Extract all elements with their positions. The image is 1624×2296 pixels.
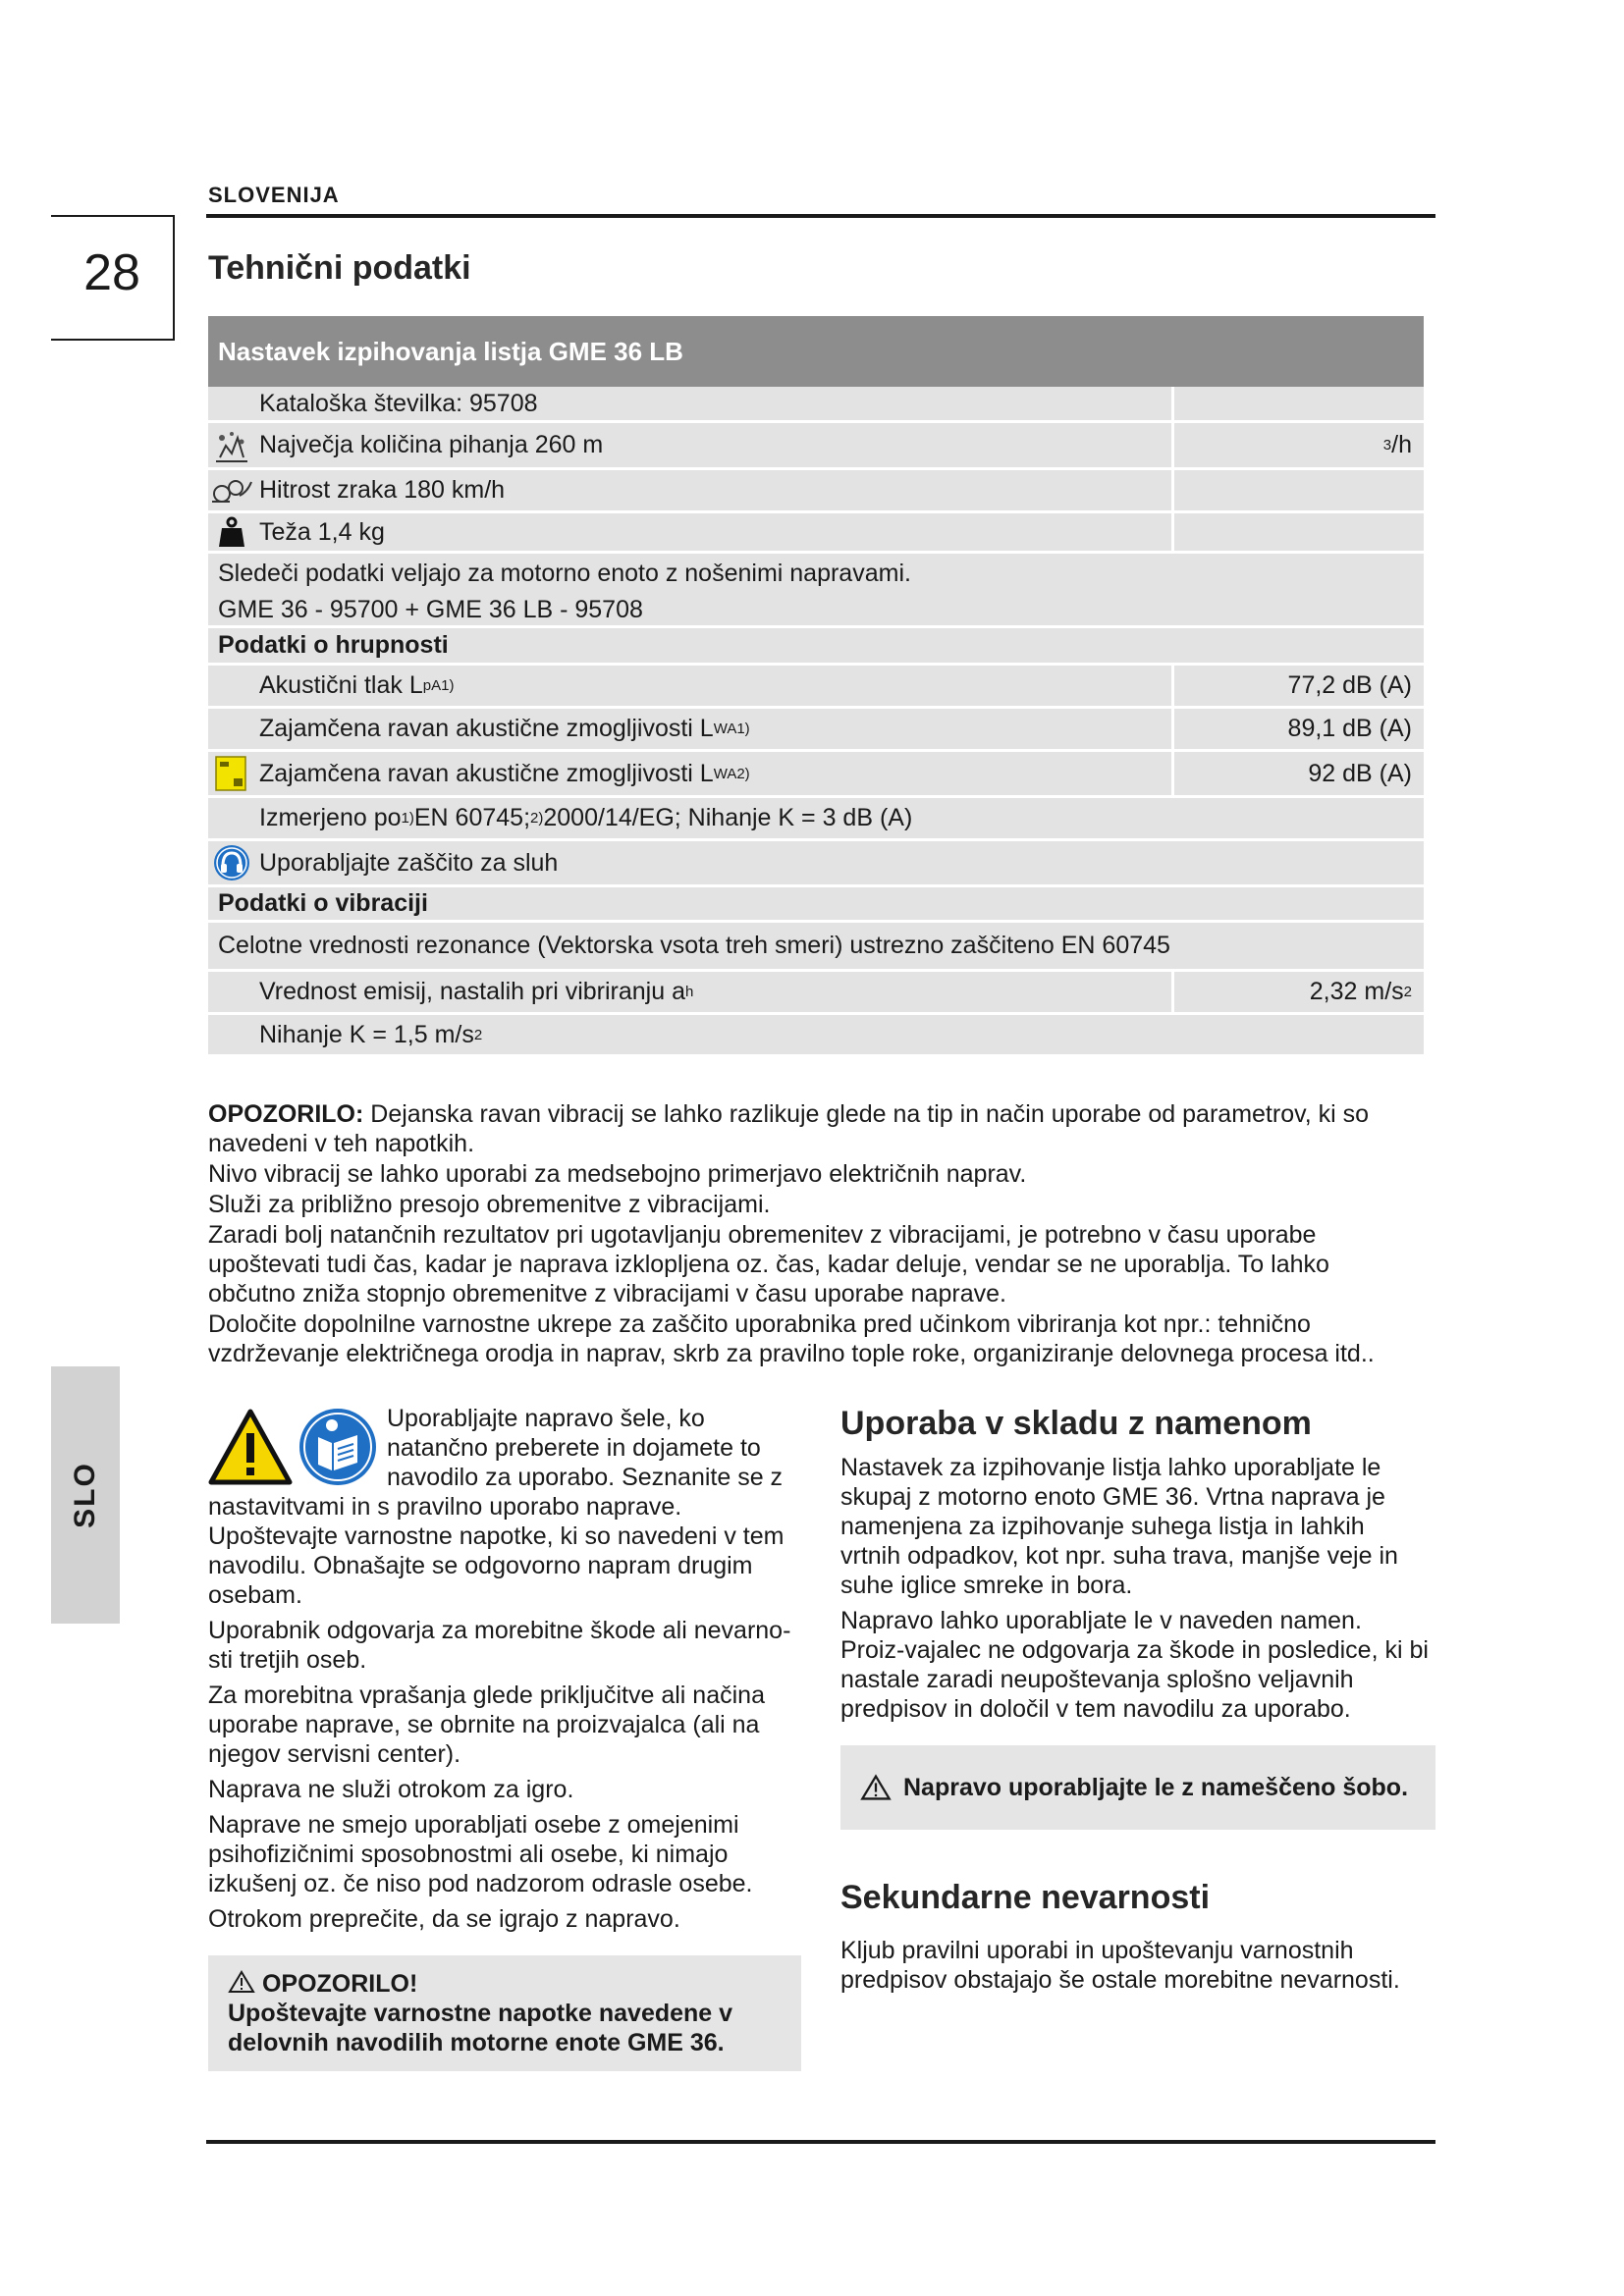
- emission-sub: h: [684, 984, 694, 1000]
- left-paragraph-1: Uporabljajte napravo šele, ko natančno preberete in dojamete to navodilo za uporabo. Seznanite se z nastavitvami in s pravilno uporabo naprave. Upoštevajte varnostne napotke, ki so navedeni v tem navodilu. Obnašajte se odgovorno napram drugim osebam.: [208, 1405, 785, 1609]
- warning-paragraph-5: Določite dopolnilne varnostne ukrepe za zaščito uporabnika pred učinkom vibriranja kot npr.: tehnično vzdrževanje električnega orodja in naprav, skrb za pravilno tople roke, organiziranje delovnega procesa itd..: [208, 1310, 1375, 1367]
- row-value-empty: [1174, 513, 1424, 551]
- row-icon-empty: [208, 1015, 255, 1054]
- max-blow-volume: [255, 423, 1174, 467]
- emission-label: Vrednost emisij, nastalih pri vibriranju a: [259, 978, 685, 1005]
- warning-p1-text: Dejanska ravan vibracij se lahko razlikuje glede na tip in način uporabe od parametrov, ki so navedeni v teh napotkih.: [208, 1100, 1370, 1157]
- air-speed-icon: [208, 470, 255, 510]
- warning-paragraph-4: Zaradi bolj natančnih rezultatov pri ugotavljanju obremenitev z vibracijami, je potrebno v času uporabe upoštevati tudi čas, kadar je naprava izklopljena oz. čas, kadar deluje, vendar se ne uporablja. To lahko občutno zniža stopnjo obremenitve z vibracijami v času uporabe naprave.: [208, 1221, 1329, 1308]
- max-blow-unit: [1174, 423, 1424, 467]
- air-speed: Hitrost zraka 180 km/h: [255, 470, 1174, 510]
- bottom-rule: [206, 2140, 1435, 2144]
- sound-pressure-sub: pA: [422, 677, 442, 694]
- emission-value-text: 2,32 m/s: [1309, 978, 1404, 1005]
- right-paragraph-1: Nastavek za izpihovanje listja lahko uporabljate le skupaj z motorno enoto GME 36. Vrtna naprava je namenjena za izpihovanje suhega listja in lahkih vrtnih odpadkov, kot npr. suha trava, manjše veje in suhe iglice smreke in bora.: [840, 1454, 1398, 1599]
- catalog-number: Kataloška številka: 95708: [255, 387, 1174, 420]
- measured-suffix: 2000/14/EG; Nihanje K = 3 dB (A): [543, 804, 913, 831]
- residual-risks-heading: Sekundarne nevarnosti: [840, 1879, 1211, 1916]
- sound-power-2: [255, 752, 1174, 795]
- table-row: [208, 628, 1424, 666]
- sound-pressure-label: Akustični tlak L: [259, 671, 423, 699]
- noise-heading: Podatki o hrupnosti: [218, 631, 449, 659]
- warning-paragraph-1: [208, 1099, 1416, 1158]
- language-tab-label: [51, 1366, 120, 1624]
- left-paragraph-5: Naprave ne smejo uporabljati osebe z omejenimi psihofizičnimi sposobnostmi ali osebe, ki nimajo izkušenj oz. če niso pod nadzorom odrasle osebe.: [208, 1811, 753, 1897]
- row-value-empty: [1174, 470, 1424, 510]
- spec-table-heading: Nastavek izpihovanja listja GME 36 LB: [208, 316, 1424, 387]
- read-manual-icon: [298, 1408, 377, 1486]
- vibration-emission: [255, 972, 1174, 1012]
- table-row: [208, 554, 1424, 628]
- motor-note-line-2: GME 36 - 95700 + GME 36 LB - 95708: [218, 596, 643, 623]
- vibration-warning: [208, 1099, 1416, 1368]
- section-title: Tehnični podatki: [208, 249, 471, 287]
- top-rule: [206, 214, 1435, 218]
- left-paragraph-4: Naprava ne služi otrokom za igro.: [208, 1776, 574, 1803]
- noise-label-icon: [208, 752, 255, 795]
- page-number: 28: [83, 244, 140, 301]
- row-value-empty: [1174, 387, 1424, 420]
- table-row: [208, 470, 1424, 513]
- row-icon-empty: [208, 709, 255, 749]
- row-icon-empty: [208, 666, 255, 706]
- leaf-blower-icon: [208, 423, 255, 467]
- weight-icon: [208, 513, 255, 551]
- max-blow-unit-sup: 3: [1382, 437, 1392, 454]
- table-row: [208, 423, 1424, 470]
- ear-protection-icon: [208, 841, 255, 884]
- left-paragraph-3: Za morebitna vprašanja glede priključitve ali načina uporabe naprave, se obrnite na proizvajalca (ali na njegov servisni center).: [208, 1682, 765, 1768]
- sound-power-1-sub: WA: [713, 721, 737, 737]
- safety-note-title-row: [228, 1969, 782, 1999]
- table-row: [208, 972, 1424, 1015]
- safety-note-box: [208, 1955, 801, 2071]
- vibration-total: Celotne vrednosti rezonance (Vektorska vsota treh smeri) ustrezno zaščiteno EN 60745: [218, 932, 1170, 959]
- table-row: [208, 887, 1424, 923]
- warning-outline-icon: [860, 1774, 892, 1801]
- sound-power-2-label: Zajamčena ravan akustične zmogljivosti L: [259, 759, 714, 787]
- sound-power-1-sup: 1): [736, 721, 750, 737]
- sound-pressure-value: 77,2 dB (A): [1287, 671, 1412, 699]
- nozzle-note-box: [840, 1745, 1435, 1830]
- motor-note: [208, 554, 1424, 625]
- warning-label: OPOZORILO:: [208, 1100, 364, 1128]
- table-row: [208, 798, 1424, 841]
- sound-power-2-value: 92 dB (A): [1308, 759, 1412, 787]
- left-column: [208, 1404, 797, 1940]
- max-blow-unit-text: /h: [1391, 431, 1412, 458]
- sound-power-1: [255, 709, 1174, 749]
- measured-sup-2: 2): [530, 810, 544, 827]
- table-row: [208, 752, 1424, 798]
- measured-prefix: Izmerjeno po: [259, 804, 402, 831]
- safety-note-title: OPOZORILO!: [261, 1970, 418, 1998]
- max-blow-label: Največja količina pihanja 260 m: [259, 431, 604, 458]
- vib-k-label: Nihanje K = 1,5 m/s: [259, 1020, 474, 1048]
- nozzle-note-text: Napravo uporabljajte le z nameščeno šobo.: [903, 1773, 1409, 1801]
- right-paragraph-2: Napravo lahko uporabljate le v naveden namen. Proiz-vajalec ne odgovarja za škode in posledice, ki bi nastale zaradi neupoštevanja splošno veljavnih predpisov in določil v tem navodilu za uporabo.: [840, 1607, 1429, 1723]
- table-row: [208, 666, 1424, 709]
- table-row: [208, 923, 1424, 972]
- residual-risks-text: Kljub pravilni uporabi in upoštevanju varnostnih predpisov obstajajo še ostale morebitne nevarnosti.: [840, 1937, 1400, 1994]
- sound-power-1-value: 89,1 dB (A): [1287, 715, 1412, 742]
- table-row: [208, 387, 1424, 423]
- vibration-heading: Podatki o vibraciji: [218, 889, 428, 917]
- warning-outline-icon: [228, 1970, 255, 1994]
- table-row: [208, 1015, 1424, 1054]
- warning-paragraph-2: Nivo vibracij se lahko uporabi za medsebojno primerjavo električnih naprav.: [208, 1160, 1027, 1188]
- measured-mid: EN 60745;: [413, 804, 531, 831]
- warning-paragraph-3: Služi za približno presojo obremenitve z vibracijami.: [208, 1191, 771, 1218]
- row-icon-empty: [208, 387, 255, 420]
- row-icon-empty: [208, 798, 255, 838]
- sound-pressure: [255, 666, 1174, 706]
- emission-value: [1174, 972, 1424, 1012]
- right-column: [840, 1404, 1430, 1730]
- left-paragraph-6: Otrokom preprečite, da se igrajo z napravo.: [208, 1905, 680, 1933]
- table-row: [208, 513, 1424, 554]
- vibration-k: [255, 1015, 1424, 1054]
- left-paragraph-2: Uporabnik odgovarja za morebitne škode ali nevarno-sti tretjih oseb.: [208, 1617, 791, 1674]
- sound-pressure-sup: 1): [441, 677, 455, 694]
- spec-table: [208, 316, 1424, 1054]
- sound-power-1-label: Zajamčena ravan akustične zmogljivosti L: [259, 715, 714, 742]
- warning-triangle-icon: [208, 1408, 293, 1486]
- country-heading: SLOVENIJA: [208, 183, 340, 207]
- row-icon-empty: [208, 972, 255, 1012]
- language-tab-text: SLO: [68, 1462, 101, 1528]
- safety-icons: [208, 1408, 381, 1490]
- measured-sup-1: 1): [401, 810, 414, 827]
- emission-value-sup: 2: [1403, 984, 1412, 1000]
- table-row: [208, 709, 1424, 752]
- sound-power-2-sub: WA: [713, 765, 737, 782]
- motor-note-line-1: Sledeči podatki veljajo za motorno enoto z nošenimi napravami.: [218, 560, 911, 587]
- weight: Teža 1,4 kg: [255, 513, 1174, 551]
- vib-k-sup: 2: [473, 1026, 483, 1043]
- table-row: [208, 841, 1424, 887]
- measured-standards: [255, 798, 1424, 838]
- sound-power-2-sup: 2): [736, 765, 750, 782]
- safety-note-text: Upoštevajte varnostne napotke navedene v delovnih navodilih motorne enote GME 36.: [228, 2000, 733, 2056]
- ear-protection-note: Uporabljajte zaščito za sluh: [259, 848, 559, 877]
- intended-use-heading: Uporaba v skladu z namenom: [840, 1405, 1312, 1442]
